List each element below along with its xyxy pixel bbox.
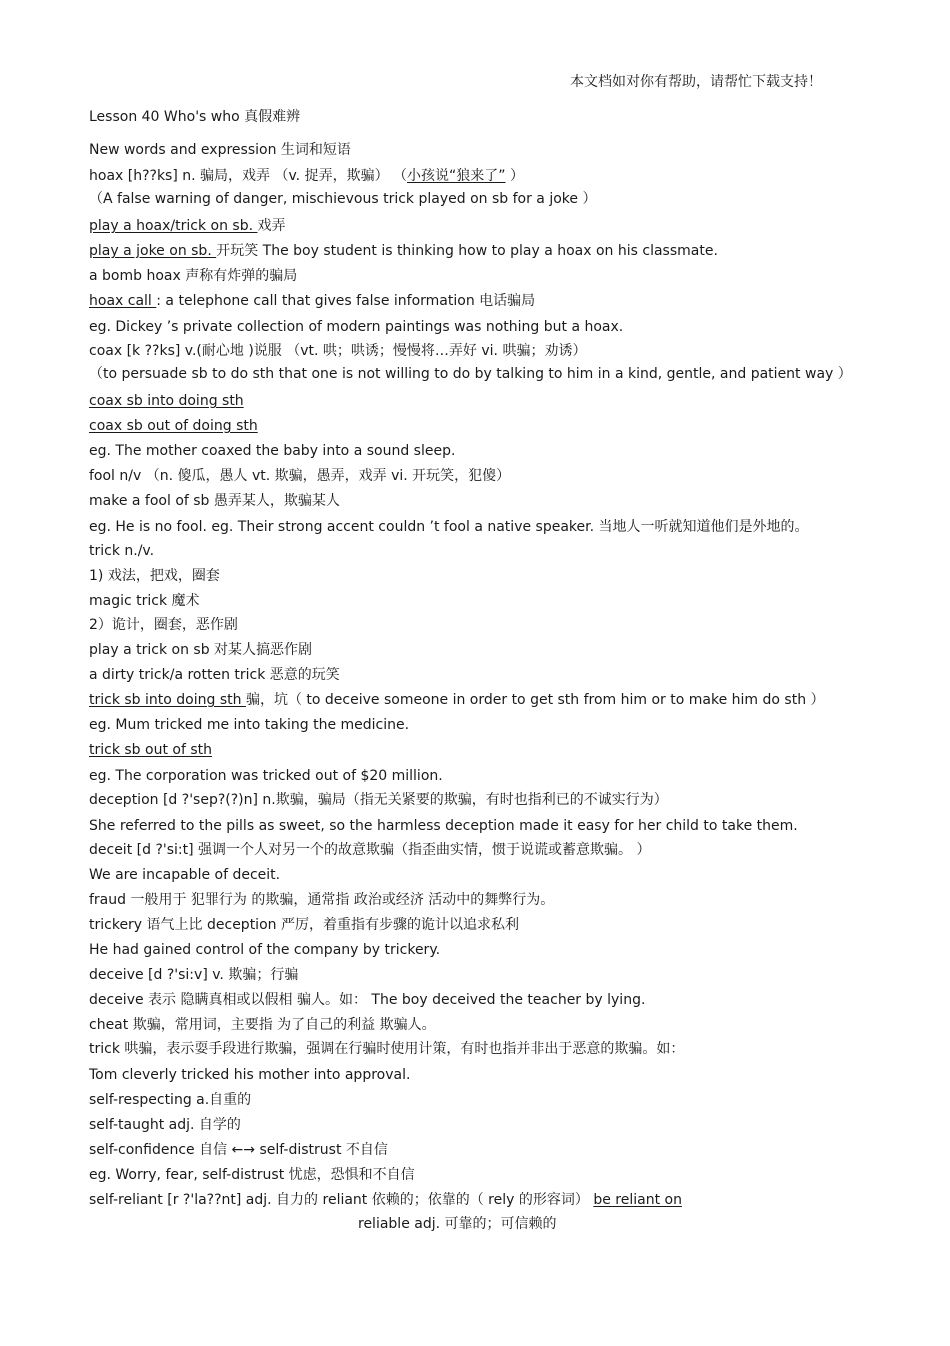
line-text: Tom cleverly tricked his mother into approval.	[89, 1067, 411, 1083]
text-line	[89, 567, 220, 585]
text-line	[89, 318, 623, 336]
line-text: fool n/v （n. 傻瓜，愚人 vt. 欺骗，愚弄，戏弄 vi. 开玩笑，犯傻）	[89, 468, 511, 484]
underlined-phrase: trick sb into doing sth	[89, 692, 246, 708]
underlined-phrase: play a hoax/trick on sb.	[89, 218, 258, 234]
text-line	[89, 108, 300, 126]
underlined-phrase: be reliant on	[593, 1192, 682, 1208]
line-text: deceive [d ?'si:v] v. 欺骗；行骗	[89, 967, 299, 983]
text-line	[89, 365, 852, 383]
line-text: trick 哄骗，表示耍手段进行欺骗，强调在行骗时使用计策，有时也指并非出于恶意的欺骗。如：	[89, 1041, 685, 1057]
line-text: We are incapable of deceit.	[89, 867, 281, 883]
text-line	[89, 1040, 684, 1058]
line-text: reliable adj. 可靠的；可信赖的	[358, 1216, 557, 1232]
text-line	[89, 292, 535, 310]
underlined-phrase: coax sb out of doing sth	[89, 418, 258, 434]
text-line	[89, 592, 200, 610]
text-line	[89, 841, 650, 859]
line-text: Lesson 40 Who's who 真假难辨	[89, 109, 301, 125]
line-text: （A false warning of danger, mischievous trick played on sb for a joke ）	[89, 191, 597, 207]
text-line	[89, 242, 718, 260]
text-line	[89, 966, 298, 984]
line-text: magic trick 魔术	[89, 593, 200, 609]
text-line	[89, 666, 340, 684]
line-text: cheat 欺骗，常用词，主要指 为了自己的利益 欺骗人。	[89, 1017, 436, 1033]
line-text: He had gained control of the company by trickery.	[89, 942, 441, 958]
text-line	[89, 342, 586, 360]
text-line	[89, 267, 297, 285]
text-line	[89, 1141, 388, 1159]
line-text: self-reliant [r ?'la??nt] adj. 自力的 reliant 依赖的；依靠的（ rely 的形容词）	[89, 1192, 594, 1208]
line-text: a dirty trick/a rotten trick 恶意的玩笑	[89, 667, 340, 683]
line-text: eg. The mother coaxed the baby into a sound sleep.	[89, 443, 456, 459]
text-line	[89, 1116, 241, 1134]
text-line	[89, 791, 668, 809]
text-line	[89, 1016, 436, 1034]
line-text: eg. The corporation was tricked out of $20 million.	[89, 768, 443, 784]
line-text: eg. Worry, fear, self-distrust 忧虑，恐惧和不自信	[89, 1167, 415, 1183]
line-text: deceive 表示 隐瞒真相或以假相 骗人。如： The boy deceived the teacher by lying.	[89, 992, 646, 1008]
text-line	[89, 1166, 415, 1184]
line-text: self-taught adj. 自学的	[89, 1117, 241, 1133]
line-text: 2）诡计，圈套，恶作剧	[89, 617, 238, 633]
text-line	[89, 167, 524, 185]
line-text: trickery 语气上比 deception 严厉，着重指有步骤的诡计以追求私利	[89, 917, 519, 933]
text-line	[89, 691, 825, 709]
line-text: 骗，坑（ to deceive someone in order to get sth from him or to make him do sth ）	[245, 692, 825, 708]
text-line	[89, 891, 554, 909]
underlined-phrase: 小孩说“狼来了”	[407, 168, 506, 184]
line-text: deception [d ?'sep?(?)n] n.欺骗，骗局（指无关紧要的欺骗，有时也指利已的不诚实行为）	[89, 792, 668, 808]
line-text: : a telephone call that gives false information 电话骗局	[156, 293, 536, 309]
text-line	[89, 941, 440, 959]
text-line	[89, 417, 258, 435]
text-line	[89, 1091, 251, 1109]
text-line	[89, 467, 510, 485]
line-text: 1) 戏法，把戏，圈套	[89, 568, 220, 584]
text-line	[89, 141, 351, 159]
text-line	[89, 866, 280, 884]
underlined-phrase: coax sb into doing sth	[89, 393, 244, 409]
text-line	[89, 991, 645, 1009]
line-text: ）	[505, 168, 525, 184]
text-line	[89, 1066, 410, 1084]
text-line	[89, 916, 519, 934]
line-text: eg. He is no fool. eg. Their strong accent couldn ’t fool a native speaker. 当地人一听就知道他们是外地的。	[89, 519, 809, 535]
text-line	[89, 392, 244, 410]
text-line	[89, 217, 286, 235]
line-text: self-respecting a.自重的	[89, 1092, 252, 1108]
page-header-note: 本文档如对你有帮助，请帮忙下载支持！	[570, 74, 822, 90]
text-line	[89, 442, 455, 460]
line-text: a bomb hoax 声称有炸弹的骗局	[89, 268, 298, 284]
line-text: deceit [d ?'si:t] 强调一个人对另一个的故意欺骗（指歪曲实情，惯于说谎或蓄意欺骗。 ）	[89, 842, 651, 858]
line-text: She referred to the pills as sweet, so the harmless deception made it easy for her child to take them.	[89, 818, 798, 834]
line-text: make a fool of sb 愚弄某人，欺骗某人	[89, 493, 340, 509]
line-text: fraud 一般用于 犯罪行为 的欺骗，通常指 政治或经济 活动中的舞弊行为。	[89, 892, 555, 908]
line-text: New words and expression 生词和短语	[89, 142, 351, 158]
line-text: eg. Dickey ’s private collection of modern paintings was nothing but a hoax.	[89, 319, 624, 335]
text-line	[89, 716, 409, 734]
text-line	[89, 616, 238, 634]
line-text: 戏弄	[257, 218, 286, 234]
text-line	[89, 767, 443, 785]
text-line	[89, 518, 809, 536]
line-text: 开玩笑 The boy student is thinking how to play a hoax on his classmate.	[216, 243, 718, 259]
line-text: eg. Mum tricked me into taking the medicine.	[89, 717, 410, 733]
line-text: play a trick on sb 对某人搞恶作剧	[89, 642, 313, 658]
line-text: （to persuade sb to do sth that one is not willing to do by talking to him in a kind, gentle, and patient way ）	[89, 366, 852, 382]
text-line	[89, 1191, 682, 1209]
text-line	[89, 741, 212, 759]
line-text: self-confidence 自信 ←→ self-distrust 不自信	[89, 1142, 388, 1158]
line-text: trick n./v.	[89, 543, 155, 559]
underlined-phrase: play a joke on sb.	[89, 243, 217, 259]
underlined-phrase: hoax call	[89, 293, 157, 309]
text-line	[89, 817, 798, 835]
text-line	[89, 492, 340, 510]
text-line	[89, 190, 596, 208]
line-text: hoax [h??ks] n. 骗局，戏弄 （v. 捉弄，欺骗） （	[89, 168, 408, 184]
underlined-phrase: trick sb out of sth	[89, 742, 212, 758]
text-line	[89, 542, 154, 560]
text-line	[89, 641, 312, 659]
line-text: coax [k ??ks] v.(耐心地 )说服 （vt. 哄；哄诱；慢慢将…弄好 vi. 哄骗；劝诱）	[89, 343, 587, 359]
text-line	[358, 1215, 557, 1233]
